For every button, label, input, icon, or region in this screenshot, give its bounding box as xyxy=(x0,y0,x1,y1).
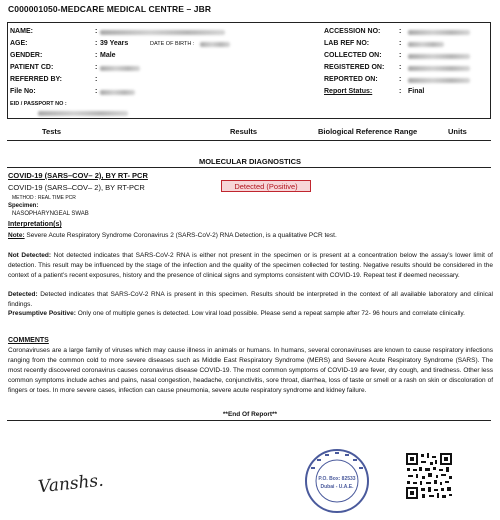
gender-value: Male xyxy=(100,52,116,59)
lab-header-title: C000001050-MEDCARE MEDICAL CENTRE – JBR xyxy=(8,4,212,14)
presumptive-paragraph xyxy=(8,309,493,319)
referred-by-label: REFERRED BY: xyxy=(10,76,62,83)
end-of-report: **End Of Report** xyxy=(222,411,278,418)
lab-ref-sep: : xyxy=(399,40,402,47)
age-sep: : xyxy=(95,40,98,47)
dob-label: DATE OF BIRTH : xyxy=(150,41,195,47)
col-units: Units xyxy=(448,127,467,136)
report-status-value: Final xyxy=(408,88,425,95)
test-method: METHOD : REAL TIME PCR xyxy=(12,195,76,201)
reported-label: REPORTED ON: xyxy=(324,76,378,83)
name-label: NAME: xyxy=(10,28,33,35)
file-no-sep: : xyxy=(95,88,98,95)
report-status-sep: : xyxy=(399,88,402,95)
file-no-label: File No: xyxy=(10,88,36,95)
registered-label: REGISTERED ON: xyxy=(324,64,385,71)
test-result-badge: Detected (Positive) xyxy=(221,180,311,192)
detected-text: Detected indicates that SARS-CoV-2 RNA is present in this specimen. Results should be interpreted in the context of all available laboratory and clinical findings. xyxy=(8,291,494,308)
age-value: 39 Years xyxy=(100,40,129,47)
referred-by-sep: : xyxy=(95,76,98,83)
patient-cd-redacted xyxy=(100,66,140,71)
accession-redacted xyxy=(408,30,470,35)
not-detected-paragraph xyxy=(8,251,493,281)
registered-redacted xyxy=(408,66,470,71)
footer-divider xyxy=(7,420,491,421)
dob-redacted xyxy=(200,42,230,47)
reported-redacted xyxy=(408,78,470,83)
note-label: Note: xyxy=(8,232,25,239)
eid-label: EID / PASSPORT NO : xyxy=(10,101,67,107)
not-detected-text: Not detected indicates that SARS-CoV-2 RNA is either not present in the specimen or is present at a concentration below the assay’s lower limit of detection. This result may be influenced by the stage of the infection and the quality of the specimen collected for testing. Negative results should be considered in the context of a patient’s recent exposures, history and the presence of clinical signs and symptoms consistent with COVID-19. Repeat test if deemed necessary. xyxy=(8,252,493,279)
reported-sep: : xyxy=(399,76,402,83)
qr-code xyxy=(405,452,453,505)
clinic-stamp xyxy=(303,447,371,515)
doctor-signature: Vanshs. xyxy=(37,470,105,498)
interpretation-note xyxy=(8,232,337,239)
comments-text: Coronaviruses are a large family of viruses which may cause illness in animals or humans. In humans, several coronaviruses are known to cause respiratory infections ranging from the common cold to more severe diseases such as Middle East Respiratory Syndrome (MERS) and Severe Acute Respiratory Syndrome (SARS). The most recently discovered coronavirus causes coronavirus disease COVID-19. The most common symptoms of COVID-19 are fever, dry cough, and tiredness. Other less common symptoms include aches and pains, nasal congestion, headache, conjunctivitis, sore throat, diarrhea, loss of taste or smell or a rash on skin or discoloration of fingers or toes. In more severe cases, infection can cause pneumonia, severe acute respiratory syndrome and kidney failure. xyxy=(8,347,493,394)
report-status-label: Report Status: xyxy=(324,88,373,95)
lab-ref-label: LAB REF NO: xyxy=(324,40,370,47)
patient-cd-label: PATIENT CD: xyxy=(10,64,54,71)
file-no-redacted xyxy=(100,90,135,95)
specimen-value: NASOPHARYNGEAL SWAB xyxy=(12,211,89,217)
accession-sep: : xyxy=(399,28,402,35)
section-divider xyxy=(7,167,491,168)
presumptive-label: Presumptive Positive: xyxy=(8,310,76,317)
lab-ref-redacted xyxy=(408,42,444,47)
specimen-label: Specimen: xyxy=(8,203,39,209)
collected-redacted xyxy=(408,54,470,59)
col-results: Results xyxy=(230,127,258,136)
accession-label: ACCESSION NO: xyxy=(324,28,381,35)
detected-paragraph xyxy=(8,290,493,310)
col-tests: Tests xyxy=(42,127,62,136)
test-name: COVID-19 (SARS–COV– 2), BY RT-PCR xyxy=(8,183,145,192)
stamp-city: Dubai - U.A.E. xyxy=(320,484,354,490)
name-redacted xyxy=(100,30,225,35)
col-reference: Biological Reference Range xyxy=(318,127,418,136)
qr-code-graphic xyxy=(405,452,453,500)
header-divider xyxy=(7,140,491,141)
eid-redacted xyxy=(38,111,128,116)
comments-label: COMMENTS xyxy=(8,337,49,344)
collected-label: COLLECTED ON: xyxy=(324,52,382,59)
note-text: Severe Acute Respiratory Syndrome Coronavirus 2 (SARS-CoV-2) RNA Detection, is a qualitative PCR test. xyxy=(26,232,337,239)
gender-label: GENDER: xyxy=(10,52,43,59)
not-detected-label: Not Detected: xyxy=(8,252,52,259)
presumptive-text: Only one of multiple genes is detected. Low viral load possible. Please send a repeat sample after 72- 96 hours and correlate clinically. xyxy=(77,310,465,317)
detected-label: Detected: xyxy=(8,291,38,298)
stamp-pobox: P.O. Box: 82533 xyxy=(318,476,356,482)
registered-sep: : xyxy=(399,64,402,71)
age-label: AGE: xyxy=(10,40,28,47)
patient-cd-sep: : xyxy=(95,64,98,71)
test-group-title: COVID-19 (SARS–COV– 2), BY RT- PCR xyxy=(8,171,148,180)
name-sep: : xyxy=(95,28,98,35)
section-title: MOLECULAR DIAGNOSTICS xyxy=(198,157,302,166)
collected-sep: : xyxy=(399,52,402,59)
interpretation-label: Interpretation(s) xyxy=(8,221,62,228)
gender-sep: : xyxy=(95,52,98,59)
